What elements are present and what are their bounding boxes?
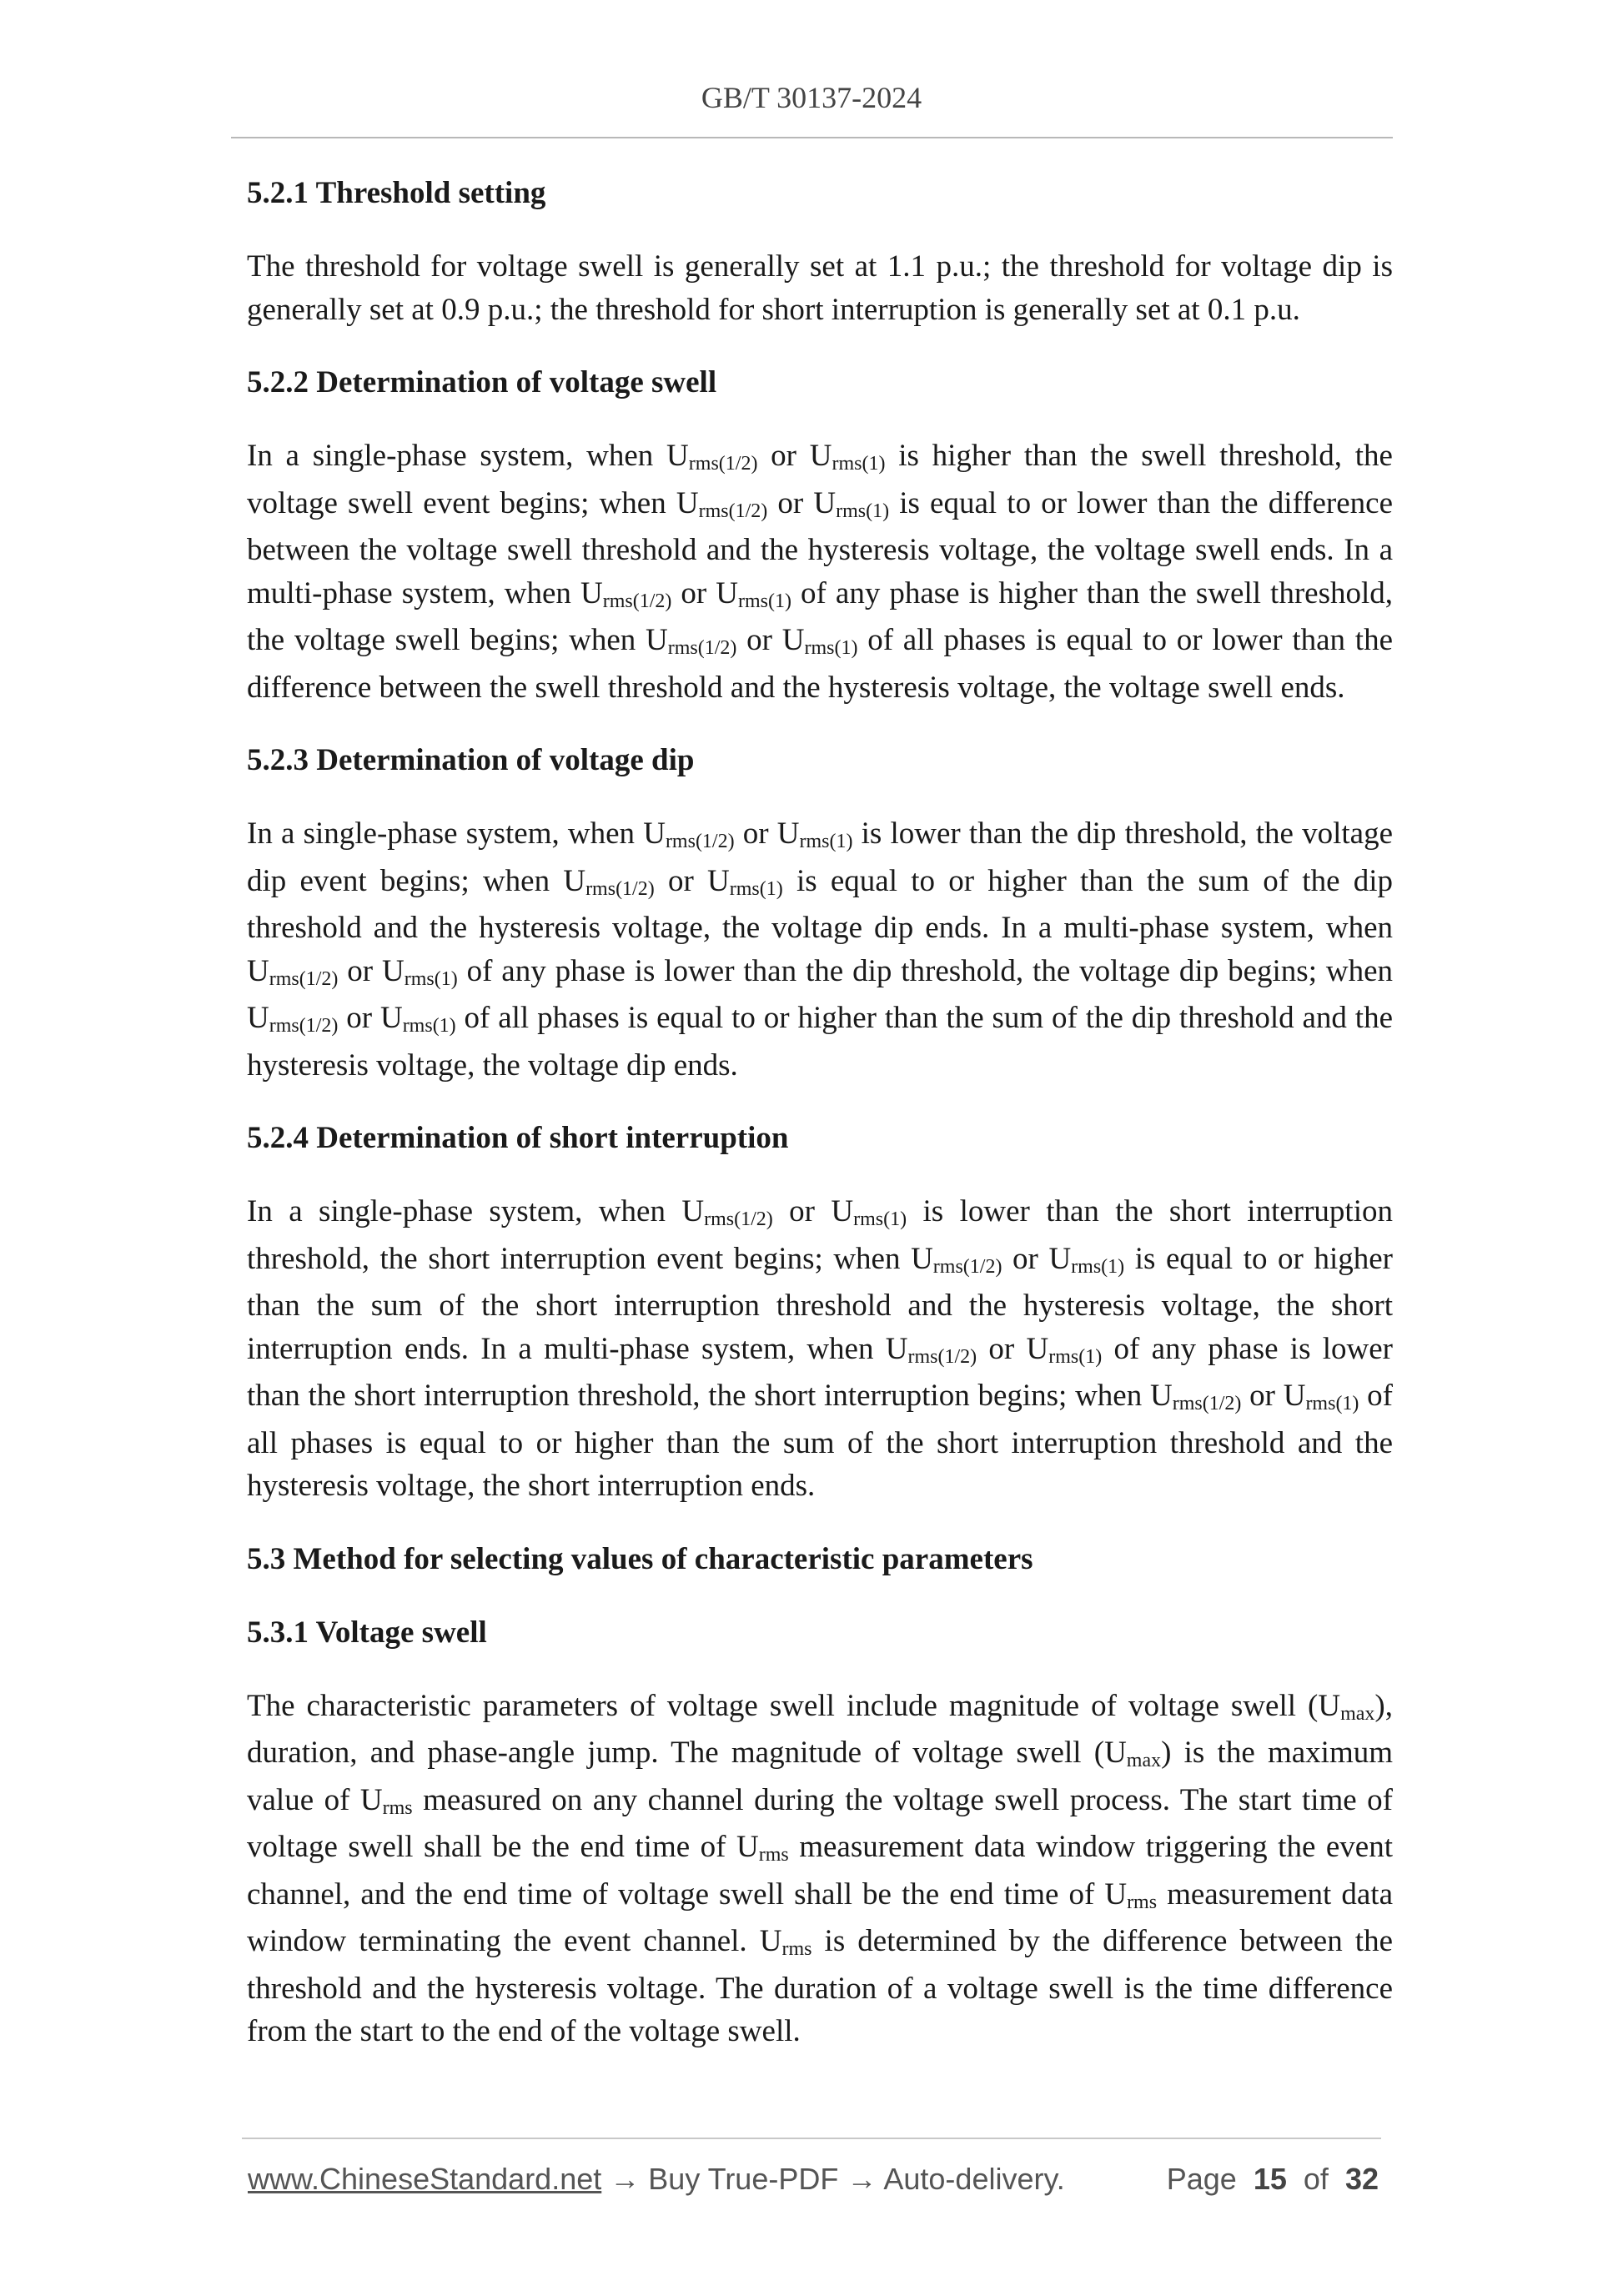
section-5-2-4-heading: 5.2.4 Determination of short interruption (247, 1121, 789, 1155)
section-5-3-heading: 5.3 Method for selecting values of characteristic parameters (247, 1541, 1033, 1576)
page-label: Page (1166, 2162, 1237, 2196)
section-5-2-1-paragraph: The threshold for voltage swell is generally set at 1.1 p.u.; the threshold for voltage dip is generally set at 0.9 p.u.; the threshold for short interruption is generally set at 0.1 p.u. (247, 249, 1393, 327)
website-link[interactable]: www.ChineseStandard.net (248, 2162, 602, 2196)
section-5-3-1-paragraph: The characteristic parameters of voltage swell include magnitude of voltage swell (Umax), duration, and phase-angle jump. The magnitude of voltage swell (Umax) is the maximum value of Urms measured on any channel during the voltage swell process. The start time of voltage swell shall be the end time of Urms measurement data window triggering the event channel, and the end time of voltage swell shall be the end time of Urms measurement data window terminating the event channel. Urms is determined by the difference between the threshold and the hysteresis voltage. The duration of a voltage swell is the time difference from the start to the end of the voltage swell. (247, 1688, 1393, 2048)
section-5-3-1-heading: 5.3.1 Voltage swell (247, 1615, 487, 1650)
section-5-2-3-paragraph: In a single-phase system, when Urms(1/2) or Urms(1) is lower than the dip threshold, the voltage dip event begins; when Urms(1/2) or Urms(1) is equal to or higher than the sum of the dip threshold and the hysteresis voltage, the voltage dip ends. In a multi-phase system, when Urms(1/2) or Urms(1) of any phase is lower than the dip threshold, the voltage dip begins; when Urms(1/2) or Urms(1) of all phases is equal to or higher than the sum of the dip threshold and the hysteresis voltage, the voltage dip ends. (247, 816, 1393, 1083)
section-5-2-1-heading: 5.2.1 Threshold setting (247, 176, 546, 210)
page-total: 32 (1344, 2162, 1379, 2196)
footer-promo (248, 2162, 1065, 2197)
buy-true-pdf-text: Buy True-PDF (648, 2162, 839, 2196)
section-5-2-2-heading: 5.2.2 Determination of voltage swell (247, 365, 717, 399)
page-footer (248, 2162, 1379, 2203)
section-5-2-4-paragraph: In a single-phase system, when Urms(1/2) or Urms(1) is lower than the short interruption threshold, the short interruption event begins; when Urms(1/2) or Urms(1) is equal to or higher than the sum of the short interruption threshold and the hysteresis voltage, the short interruption ends. In a multi-phase system, when Urms(1/2) or Urms(1) of any phase is lower than the short interruption threshold, the short interruption begins; when Urms(1/2) or Urms(1) of all phases is equal to or higher than the sum of the short interruption threshold and the hysteresis voltage, the short interruption ends. (247, 1194, 1393, 1503)
of-label: of (1303, 2162, 1329, 2196)
header-divider (231, 137, 1393, 138)
section-5-2-2-paragraph: In a single-phase system, when Urms(1/2) or Urms(1) is higher than the swell threshold, the voltage swell event begins; when Urms(1/2) or Urms(1) is equal to or lower than the difference between the voltage swell threshold and the hysteresis voltage, the voltage swell ends. In a multi-phase system, when Urms(1/2) or Urms(1) of any phase is higher than the swell threshold, the voltage swell begins; when Urms(1/2) or Urms(1) of all phases is equal to or lower than the difference between the swell threshold and the hysteresis voltage, the voltage swell ends. (247, 439, 1394, 705)
footer-divider (242, 2138, 1381, 2139)
page-number: 15 (1253, 2162, 1287, 2196)
section-5-2-3-heading: 5.2.3 Determination of voltage dip (247, 743, 695, 777)
arrow-right-icon: → (847, 2162, 877, 2196)
arrow-right-icon: → (610, 2162, 641, 2196)
page-header: GB/T 30137-2024 (701, 81, 922, 114)
auto-delivery-text: Auto-delivery. (883, 2162, 1065, 2196)
page-indicator (1167, 2162, 1379, 2197)
document-body (247, 172, 1393, 2083)
